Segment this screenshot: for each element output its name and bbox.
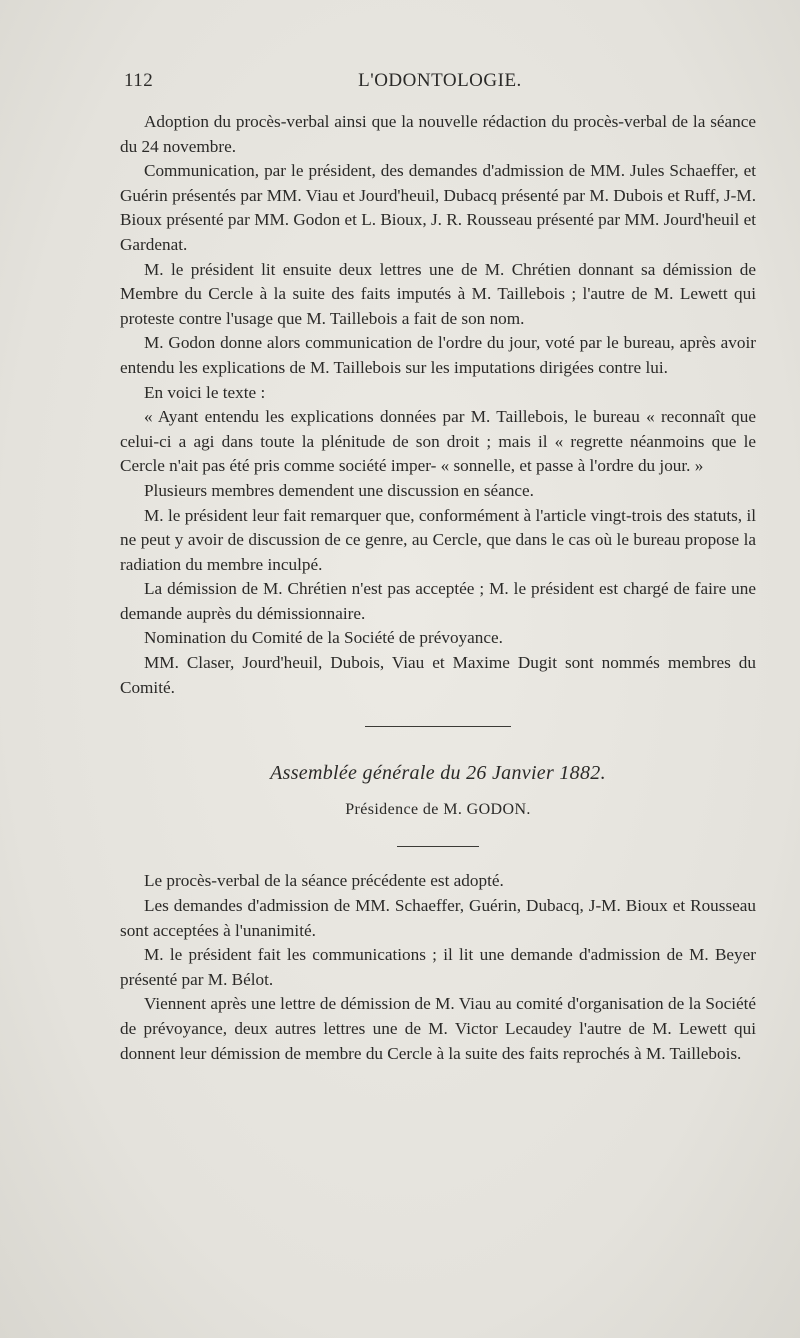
quoted-resolution: « Ayant entendu les explications données par M. Taillebois, le bureau « reconnaît que celui-ci a agi dans toute la plénitude de son droit ; mais il « regrette néanmoins que le Cercle n'ait pas été pris comme société imper- « sonnelle, et passe à l'ordre du jour. » [120,407,756,476]
paragraph: Nomination du Comité de la Société de prévoyance. [144,628,503,648]
page-header [120,70,720,102]
page-body [120,110,756,1066]
paragraph: Le procès-verbal de la séance précédente est adopté. [144,871,504,891]
paragraph: En voici le texte : [144,382,266,402]
paragraph: Les demandes d'admission de MM. Schaeffer, Guérin, Dubacq, J-M. Bioux et Rousseau sont acceptées à l'unanimité. [120,896,756,940]
paragraph: Communication, par le président, des demandes d'admission de MM. Jules Schaeffer, et Guérin présentés par MM. Viau et Jourd'heuil, Dubacq présenté par M. Dubois et Ruff, J-M. Bioux présenté par MM. Godon et L. Bioux, J. R. Rousseau présenté par MM. Jourd'heuil et Gardenat. [120,161,756,254]
presidence-line: Présidence de M. GODON. [345,800,531,818]
paragraph: M. le président lit ensuite deux lettres une de M. Chrétien donnant sa démission de Membre du Cercle à la suite des faits imputés à M. Taillebois ; l'autre de M. Lewett qui proteste contre l'usage que M. Taillebois a fait de son nom. [120,259,756,328]
paragraph: MM. Claser, Jourd'heuil, Dubois, Viau et Maxime Dugit sont nommés membres du Comité. [120,653,756,697]
running-title: L'ODONTOLOGIE. [358,70,522,91]
paragraph: M. le président leur fait remarquer que, conformément à l'article vingt-trois des statuts, il ne peut y avoir de discussion de ce genre, au Cercle, que dans le cas où le bureau propose la radiation du membre inculpé. [120,505,756,574]
page-number: 112 [124,70,154,91]
section-minutes [120,110,756,700]
paragraph: Viennent après une lettre de démission de M. Viau au comité d'organisation de la Société de prévoyance, deux autres lettres une de M. Victor Lecaudey l'autre de M. Lewett qui donnent leur démission de membre du Cercle à la suite des faits reprochés à M. Taillebois. [120,994,756,1063]
section-heading: Assemblée générale du 26 Janvier 1882. [270,762,606,785]
paragraph: M. Godon donne alors communication de l'ordre du jour, voté par le bureau, après avoir entendu les explications de M. Taillebois sur les imputations dirigées contre lui. [120,333,756,377]
paragraph: M. le président fait les communications ; il lit une demande d'admission de M. Beyer présenté par M. Bélot. [120,945,756,989]
paragraph: Plusieurs membres demendent une discussion en séance. [144,480,534,500]
section-general-assembly [120,869,756,1066]
paragraph: La démission de M. Chrétien n'est pas acceptée ; M. le président est chargé de faire une demande auprès du démissionnaire. [120,579,756,623]
paragraph: Adoption du procès-verbal ainsi que la nouvelle rédaction du procès-verbal de la séance du 24 novembre. [120,112,756,156]
section-divider [365,726,511,727]
